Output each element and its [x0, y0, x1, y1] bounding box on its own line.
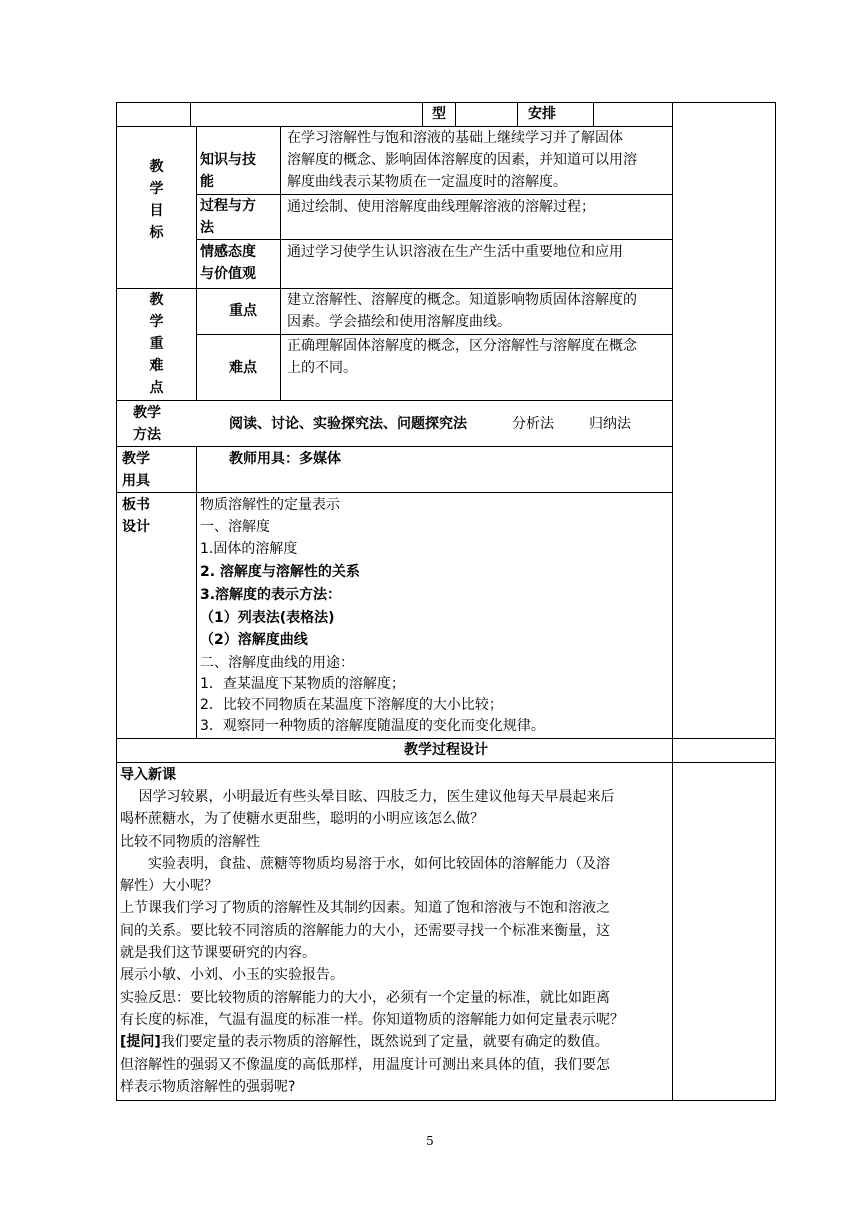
board-line: 3．观察同一种物质的溶解度随温度的变化而变化规律。: [200, 718, 545, 734]
table-border-bottom: [116, 1100, 776, 1101]
emotion-label: 情感态度 与价值观: [200, 244, 256, 282]
col-line: [280, 126, 281, 400]
methods-extra-analysis: 分析法: [512, 416, 554, 432]
board-line: （1）列表法(表格法): [200, 610, 335, 626]
knowledge-label: 知识与技 能: [200, 152, 256, 190]
board-line: （2）溶解度曲线: [200, 632, 308, 648]
process-text: 通过绘制、使用溶解度曲线理解溶液的溶解过程；: [287, 199, 595, 215]
page-number: 5: [426, 1134, 434, 1148]
process-paragraph: 因学习较累，小明最近有些头晕目眩、四肢乏力，医生建议他每天早晨起来后 喝杯蔗糖水，为了使糖水更甜些，聪明的小明应该怎么做？ 比较不同物质的溶解性 实验表明，食盐、蔗糖等物质均易溶于水，如何比较固体的溶解能力（及溶 解性）大小呢？ 上节课我们学习了物质的溶解性及其制约因素。知道了饱和溶液与不饱和溶液之 间的关系。要比较不同溶质的溶解能力的大小，还需要寻找一个标准来衡量，这 就是我们这节课要研究的内容。 展示小敏、小刘、小玉的实验报告。 实验反思：要比较物质的溶解能力的大小，必须有一个定量的标准，就比如距离 有长度的标准，气温有温度的标准一样。你知道物质的溶解能力如何定量表示呢？ [提问]我们要定量的表示物质的溶解性，既然说到了定量，就要有确定的数值。 但溶解性的强弱又不像温度的高低那样，用温度计可测出来具体的值，我们要怎 样表示物质溶解性的强弱呢?: [120, 789, 624, 1095]
objectives-label: 教 学 目 标: [149, 159, 164, 241]
emotion-text: 通过学习使学生认识溶液在生产生活中重要地位和应用: [287, 244, 623, 260]
board-line: 2．比较不同物质在某温度下溶解度的大小比较；: [200, 697, 503, 713]
table-border-left: [116, 102, 117, 1101]
row-line: [116, 446, 673, 447]
process-label: 过程与方 法: [200, 198, 256, 236]
knowledge-text: 在学习溶解性与饱和溶液的基础上继续学习并了解固体 溶解度的概念、影响固体溶解度的因素，并知道可以用溶 解度曲线表示某物质在一定温度时的溶解度。: [287, 130, 637, 190]
type-cell: 型: [432, 106, 446, 122]
col-line: [196, 126, 197, 400]
row-line: [196, 194, 673, 195]
col-line: [196, 446, 197, 738]
row-line: [116, 400, 673, 401]
methods-label: 教学 方法: [133, 405, 161, 443]
intro-heading: 导入新课: [120, 767, 176, 783]
notes-column-divider: [672, 102, 673, 1101]
tools-text: 教师用具：多媒体: [229, 451, 341, 467]
difficulty-label: 难点: [229, 360, 257, 376]
col-line: [593, 102, 594, 126]
table-border-right: [775, 102, 776, 1101]
board-line: 2. 溶解度与溶解性的关系: [200, 564, 360, 580]
difficulty-text: 正确理解固体溶解度的概念，区分溶解性与溶解度在概念 上的不同。: [287, 338, 637, 376]
board-line: 二、溶解度曲线的用途：: [200, 655, 354, 671]
methods-text: 阅读、讨论、实验探究法、问题探究法: [229, 416, 467, 432]
arrange-cell: 安排: [528, 106, 556, 122]
col-line: [455, 102, 456, 126]
row-line: [196, 239, 673, 240]
process-design-title: 教学过程设计: [404, 742, 488, 758]
board-line: 3.溶解度的表示方法：: [200, 587, 342, 603]
focus-label: 重点: [229, 303, 257, 319]
board-line: 1.固体的溶解度: [200, 541, 298, 557]
board-line: 一、溶解度: [200, 519, 270, 535]
board-line: 1．查某温度下某物质的溶解度；: [200, 676, 405, 692]
col-line: [190, 102, 191, 126]
row-line: [116, 492, 673, 493]
methods-extra-induction: 归纳法: [589, 416, 631, 432]
board-line: 物质溶解性的定量表示: [200, 497, 340, 513]
keypoints-label: 教 学 重 难 点: [149, 292, 164, 396]
focus-text: 建立溶解性、溶解度的概念。知道影响物质固体溶解度的 因素。学会描绘和使用溶解度曲线。: [287, 292, 637, 330]
tools-label: 教学 用具: [122, 451, 150, 489]
col-line: [517, 102, 518, 126]
board-label: 板书 设计: [122, 497, 150, 535]
ask-tag: [提问]: [120, 1034, 161, 1051]
row-line: [116, 762, 776, 763]
